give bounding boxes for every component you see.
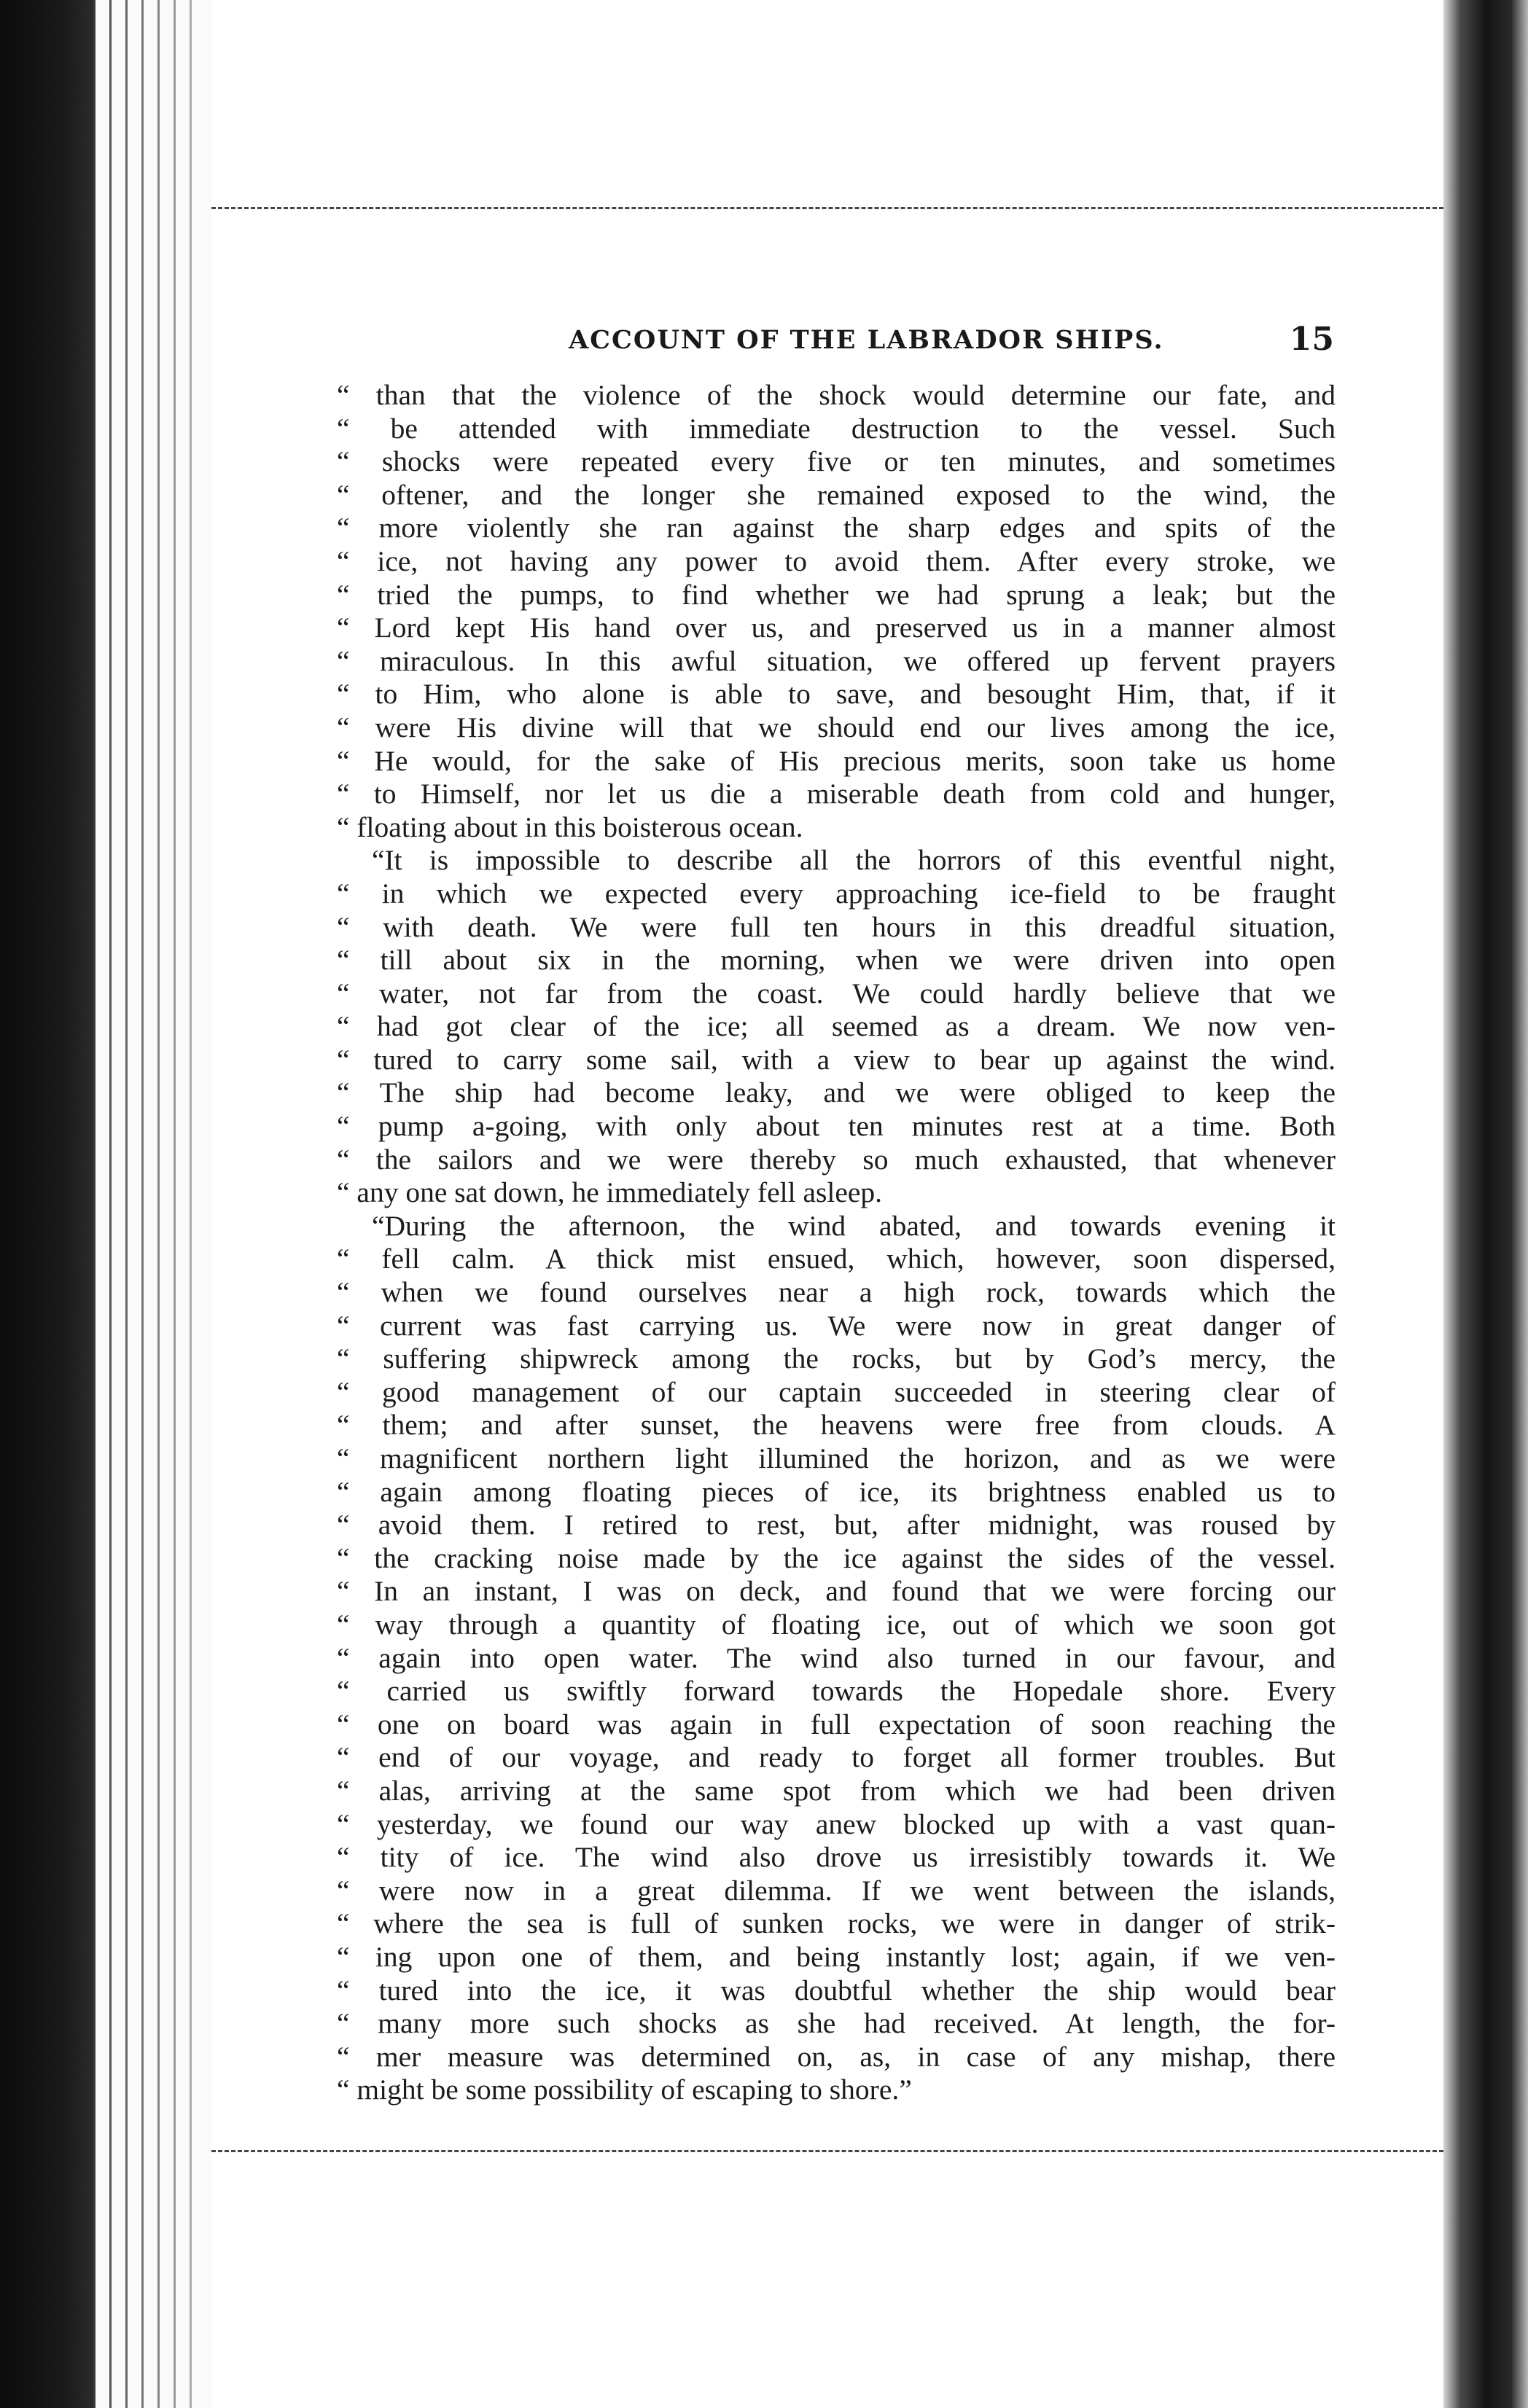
text-line: “ than that the violence of the shock would determine our fate, and [337, 379, 1336, 411]
text-line: “During the afternoon, the wind abated, and towards evening it [372, 1209, 1336, 1242]
text-line: “ alas, arriving at the same spot from which we had been driven [337, 1774, 1336, 1807]
binding-shadow [1443, 0, 1528, 2408]
text-line: “ pump a-going, with only about ten minutes rest at a time. Both [337, 1110, 1336, 1143]
text-line: “ were His divine will that we should end our lives among the ice, [337, 711, 1336, 743]
text-line: “ In an instant, I was on deck, and found that we were forcing our [337, 1575, 1336, 1608]
text-line: “ miraculous. In this awful situation, we offered up fervent prayers [337, 644, 1336, 677]
text-line: “ oftener, and the longer she remained exposed to the wind, the [337, 478, 1336, 511]
text-line: “ any one sat down, he immediately fell asleep. [337, 1176, 883, 1209]
text-line: “ to Him, who alone is able to save, and besought Him, that, if it [337, 678, 1336, 711]
text-line: “ ing upon one of them, and being instantly lost; again, if we ven- [337, 1940, 1336, 1973]
text-line: “ yesterday, we found our way anew blocked up with a vast quan- [337, 1807, 1336, 1840]
text-line: “ had got clear of the ice; all seemed as a dream. We now ven- [337, 1010, 1336, 1043]
text-line: “ Lord kept His hand over us, and preserved us in a manner almost [337, 611, 1336, 644]
scan-left-margin [0, 0, 93, 2408]
top-rule [211, 207, 1443, 209]
text-line: “ again into open water. The wind also turned in our favour, and [337, 1641, 1336, 1674]
text-line: “ to Himself, nor let us die a miserable death from cold and hunger, [337, 778, 1336, 810]
running-head: ACCOUNT OF THE LABRADOR SHIPS. [569, 325, 1164, 355]
text-line: “ carried us swiftly forward towards the Hopedale shore. Every [337, 1675, 1336, 1708]
bottom-rule [211, 2150, 1443, 2152]
text-line: “ floating about in this boisterous ocean. [337, 810, 803, 843]
text-line: “ suffering shipwreck among the rocks, but by God’s mercy, the [337, 1342, 1336, 1375]
text-line: “ tured into the ice, it was doubtful whether the ship would bear [337, 1974, 1336, 2006]
text-line: “ might be some possibility of escaping to shore.” [337, 2073, 912, 2106]
text-line: “ current was fast carrying us. We were now in great danger of [337, 1309, 1336, 1342]
text-line: “ water, not far from the coast. We could hardly believe that we [337, 977, 1336, 1009]
text-line: “ them; and after sunset, the heavens were free from clouds. A [337, 1409, 1336, 1442]
text-line: “ many more such shocks as she had received. At length, the for- [337, 2007, 1336, 2040]
text-line: “ when we found ourselves near a high rock, towards which the [337, 1276, 1336, 1309]
text-line: “ the cracking noise made by the ice against the sides of the vessel. [337, 1541, 1336, 1574]
text-line: “ mer measure was determined on, as, in case of any mishap, there [337, 2040, 1336, 2073]
text-line: “ tured to carry some sail, with a view to bear up against the wind. [337, 1043, 1336, 1076]
page-edge [190, 0, 214, 2408]
text-line: “ were now in a great dilemma. If we went between the islands, [337, 1874, 1336, 1907]
text-line: “ ice, not having any power to avoid them. After every stroke, we [337, 544, 1336, 577]
text-line: “ one on board was again in full expectation of soon reaching the [337, 1708, 1336, 1740]
text-line: “ avoid them. I retired to rest, but, after midnight, was roused by [337, 1509, 1336, 1541]
page-number: 15 [1289, 321, 1334, 358]
text-line: “ magnificent northern light illumined the horizon, and as we were [337, 1442, 1336, 1474]
text-line: “ where the sea is full of sunken rocks, we were in danger of strik- [337, 1907, 1336, 1940]
text-line: “ again among floating pieces of ice, its brightness enabled us to [337, 1475, 1336, 1508]
text-line: “ be attended with immediate destruction to the vessel. Such [337, 412, 1336, 445]
text-line: “It is impossible to describe all the horrors of this eventful night, [372, 844, 1336, 877]
text-line: “ end of our voyage, and ready to forget all former troubles. But [337, 1741, 1336, 1774]
text-line: “ fell calm. A thick mist ensued, which, however, soon dispersed, [337, 1243, 1336, 1275]
text-line: “ He would, for the sake of His precious merits, soon take us home [337, 744, 1336, 777]
text-line: “ the sailors and we were thereby so much exhausted, that whenever [337, 1143, 1336, 1176]
text-line: “ till about six in the morning, when we were driven into open [337, 944, 1336, 977]
text-line: “ The ship had become leaky, and we were obliged to keep the [337, 1076, 1336, 1109]
text-line: “ in which we expected every approaching ice-field to be fraught [337, 877, 1336, 910]
text-line: “ way through a quantity of floating ice, out of which we soon got [337, 1608, 1336, 1641]
text-line: “ more violently she ran against the sharp edges and spits of the [337, 512, 1336, 544]
text-line: “ tity of ice. The wind also drove us irresistibly towards it. We [337, 1841, 1336, 1874]
body-text [337, 379, 1336, 2107]
text-line: “ with death. We were full ten hours in this dreadful situation, [337, 910, 1336, 943]
text-line: “ good management of our captain succeeded in steering clear of [337, 1375, 1336, 1408]
text-line: “ shocks were repeated every five or ten minutes, and sometimes [337, 445, 1336, 478]
text-line: “ tried the pumps, to find whether we had sprung a leak; but the [337, 578, 1336, 611]
page-header [510, 321, 1334, 364]
